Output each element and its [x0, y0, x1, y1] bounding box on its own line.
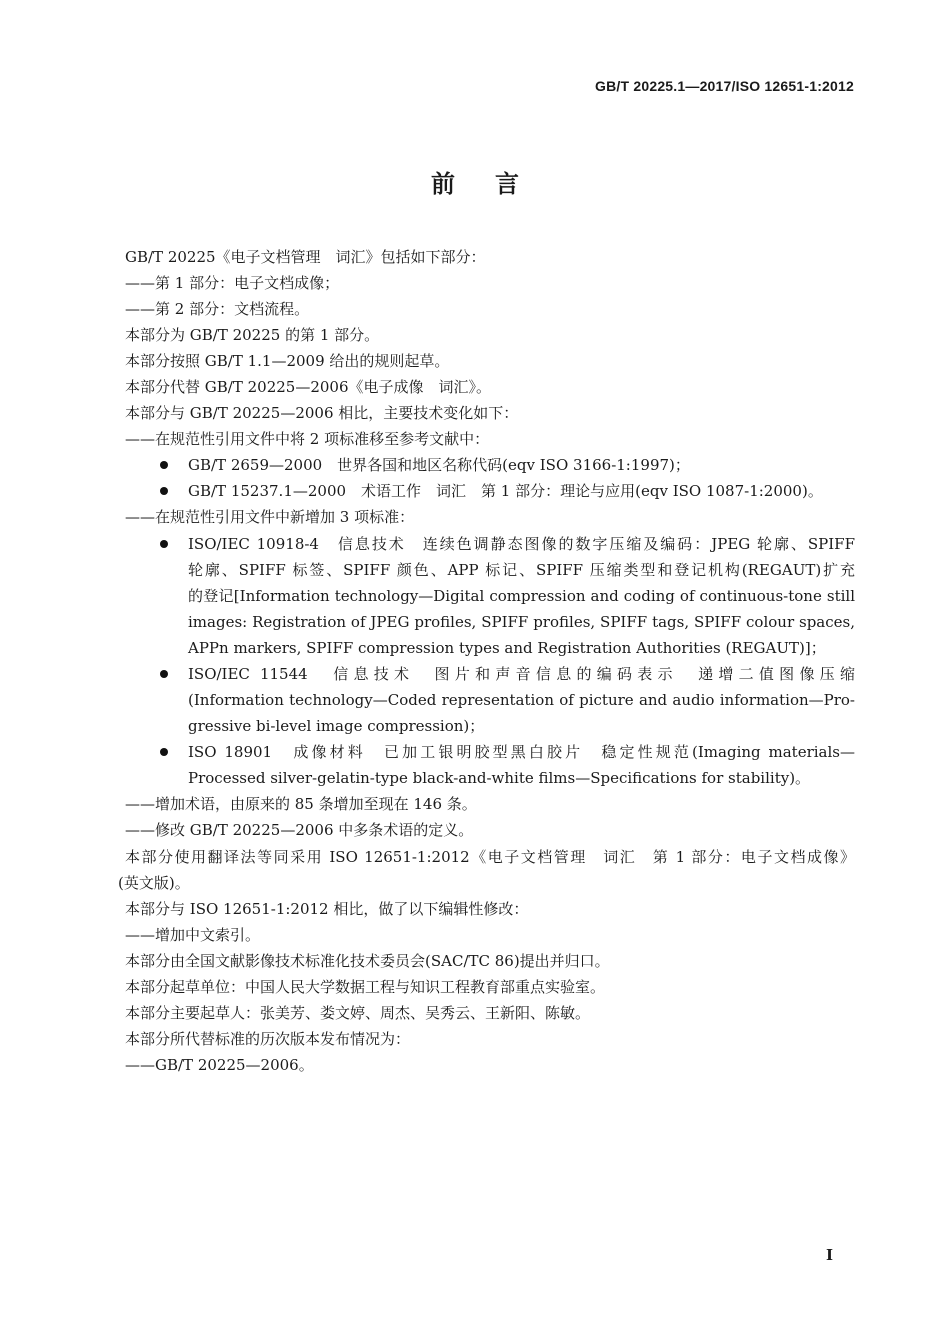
- bullet-item-cont: APPn markers, SPIFF compression types and Registration Authorities (REGAUT)]；: [188, 639, 826, 657]
- page-title: 前言: [431, 169, 559, 198]
- text-line: 本部分由全国文献影像技术标准化技术委员会(SAC/TC 86)提出并归口。: [125, 952, 610, 970]
- text-line: 本部分使用翻译法等同采用 ISO 12651-1:2012《电子文档管理 词汇 第 1 部分：电子文档成像》: [125, 848, 855, 866]
- standard-code-header: GB/T 20225.1—2017/ISO 12651-1:2012: [595, 78, 854, 94]
- bullet-item-cont: 轮廓、SPIFF 标签、SPIFF 颜色、APP 标记、SPIFF 压缩类型和登记机构(REGAUT)扩充: [188, 561, 855, 579]
- bullet-icon: [160, 670, 168, 678]
- bullet-icon: [160, 461, 168, 469]
- text-line: ——第 2 部分：文档流程。: [125, 300, 310, 318]
- text-line: 本部分与 ISO 12651-1:2012 相比，做了以下编辑性修改：: [125, 900, 529, 918]
- text-line: 本部分所代替标准的历次版本发布情况为：: [125, 1030, 411, 1048]
- text-line: 本部分起草单位：中国人民大学数据工程与知识工程教育部重点实验室。: [125, 978, 606, 996]
- text-line: ——修改 GB/T 20225—2006 中多条术语的定义。: [125, 821, 474, 839]
- text-line: ——增加术语，由原来的 85 条增加至现在 146 条。: [125, 795, 477, 813]
- page-number: I: [826, 1246, 834, 1264]
- bullet-icon: [160, 540, 168, 548]
- text-line: 本部分为 GB/T 20225 的第 1 部分。: [125, 326, 380, 344]
- text-line: 本部分代替 GB/T 20225—2006《电子成像 词汇》。: [125, 378, 491, 396]
- text-line: ——增加中文索引。: [125, 926, 261, 944]
- text-line: ——GB/T 20225—2006。: [125, 1056, 314, 1074]
- text-line: GB/T 20225《电子文档管理 词汇》包括如下部分：: [125, 248, 486, 266]
- bullet-item-cont: gressive bi-level image compression)；: [188, 717, 485, 735]
- bullet-item: ISO/IEC 10918-4 信息技术 连续色调静态图像的数字压缩及编码：JPEG 轮廓、SPIFF: [188, 535, 855, 553]
- bullet-item: ISO/IEC 11544 信息技术 图片和声音信息的编码表示 递增二值图像压缩: [188, 665, 855, 683]
- text-line: ——在规范性引用文件中新增加 3 项标准：: [125, 508, 415, 526]
- bullet-icon: [160, 487, 168, 495]
- bullet-item: GB/T 2659—2000 世界各国和地区名称代码(eqv ISO 3166-1:1997)；: [188, 456, 690, 474]
- text-line: 本部分按照 GB/T 1.1—2009 给出的规则起草。: [125, 352, 450, 370]
- text-line: ——在规范性引用文件中将 2 项标准移至参考文献中：: [125, 430, 490, 448]
- bullet-icon: [160, 748, 168, 756]
- text-line: 本部分主要起草人：张美芳、娄文婷、周杰、吴秀云、王新阳、陈敏。: [125, 1004, 591, 1022]
- bullet-item: ISO 18901 成像材料 已加工银明胶型黑白胶片 稳定性规范(Imaging materials—: [188, 743, 855, 761]
- bullet-item-cont: 的登记[Information technology—Digital compression and coding of continuous-tone still: [188, 587, 855, 605]
- text-line: 本部分与 GB/T 20225—2006 相比，主要技术变化如下：: [125, 404, 519, 422]
- text-line-cont: (英文版)。: [118, 874, 190, 892]
- bullet-item: GB/T 15237.1—2000 术语工作 词汇 第 1 部分：理论与应用(eqv ISO 1087-1:2000)。: [188, 482, 823, 500]
- bullet-item-cont: (Information technology—Coded representation of picture and audio information—Pro-: [188, 691, 855, 709]
- text-line: ——第 1 部分：电子文档成像；: [125, 274, 340, 292]
- bullet-item-cont: Processed silver-gelatin-type black-and-white films—Specifications for stability)。: [188, 769, 811, 787]
- bullet-item-cont: images: Registration of JPEG profiles, SPIFF profiles, SPIFF tags, SPIFF colour spaces,: [188, 613, 855, 631]
